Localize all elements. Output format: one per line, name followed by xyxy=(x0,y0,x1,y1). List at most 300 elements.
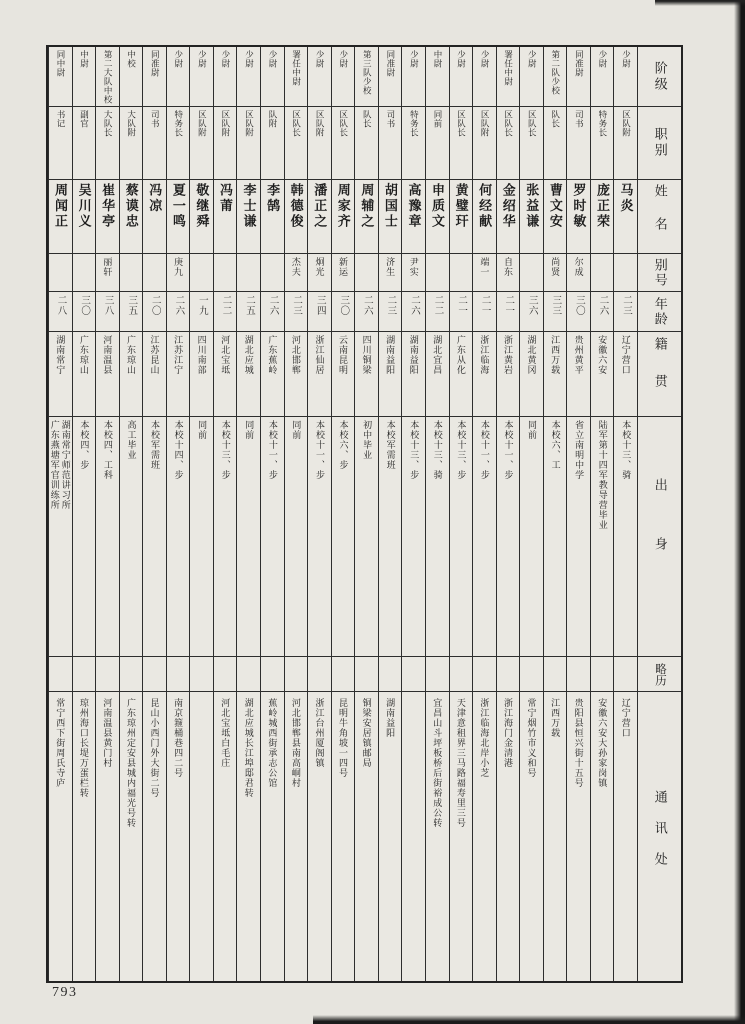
person-address: 浙江临海北岸小芝 xyxy=(479,698,490,778)
person-column xyxy=(613,47,637,981)
person-career-cell xyxy=(426,657,449,692)
person-age-cell xyxy=(450,292,473,332)
person-native-place-cell xyxy=(73,332,96,417)
person-alias: 尚贤 xyxy=(550,257,561,277)
person-age: 二三 xyxy=(621,295,632,316)
person-rank-title: 副官 xyxy=(79,110,90,128)
person-address: 昆明牛角坡一四号 xyxy=(338,698,348,778)
person-education: 湖南常宁师范讲习所 xyxy=(60,420,71,510)
person-name: 张益谦 xyxy=(524,183,540,230)
person-rank-title-cell xyxy=(567,107,590,180)
person-column xyxy=(425,47,449,981)
person-address-cell xyxy=(614,692,637,981)
person-native-place: 湖南益阳 xyxy=(385,335,396,375)
person-education-cell xyxy=(544,417,567,657)
person-age: 二二 xyxy=(432,295,443,316)
person-column xyxy=(189,47,213,981)
person-rank-title-cell xyxy=(497,107,520,180)
person-name: 周闻正 xyxy=(53,183,69,230)
person-alias-cell xyxy=(73,254,96,292)
person-alias-cell xyxy=(237,254,260,292)
person-rank-grade-cell xyxy=(143,47,166,107)
person-name: 胡国士 xyxy=(382,183,398,230)
person-education-cell xyxy=(591,417,614,657)
person-age: 三〇 xyxy=(573,295,584,316)
header-rank-grade-cell xyxy=(638,47,681,107)
person-education: 本校十一、步 xyxy=(479,420,490,480)
person-native-place-cell xyxy=(591,332,614,417)
person-rank-grade-cell xyxy=(379,47,402,107)
header-native-place-label: 籍贯 xyxy=(652,337,668,411)
person-name-cell xyxy=(426,180,449,254)
person-name: 金绍华 xyxy=(500,183,516,230)
person-address-cell xyxy=(190,692,213,981)
person-name: 夏一鸣 xyxy=(170,183,186,230)
person-column xyxy=(213,47,237,981)
person-rank-grade-cell xyxy=(332,47,355,107)
person-age-cell xyxy=(473,292,496,332)
person-rank-title: 书记 xyxy=(55,110,66,128)
header-name-cell xyxy=(638,180,681,254)
person-name-cell xyxy=(614,180,637,254)
person-rank-grade: 署任中尉 xyxy=(503,50,514,86)
person-rank-title-cell xyxy=(426,107,449,180)
person-age: 二一 xyxy=(456,295,467,316)
person-address: 广东琼州定安县城内福光号转 xyxy=(125,698,136,828)
person-native-place: 贵州黄平 xyxy=(573,335,584,375)
person-education-cell xyxy=(379,417,402,657)
person-name-cell xyxy=(49,180,72,254)
person-alias-cell xyxy=(261,254,284,292)
person-age: 二一 xyxy=(503,295,514,316)
person-age-cell xyxy=(379,292,402,332)
person-age-cell xyxy=(402,292,425,332)
person-rank-grade-cell xyxy=(520,47,543,107)
person-education-cell xyxy=(214,417,237,657)
header-career-cell xyxy=(638,657,681,692)
person-native-place-cell xyxy=(544,332,567,417)
header-alias-label: 别号 xyxy=(652,257,668,288)
person-rank-title: 区队附 xyxy=(220,110,231,137)
header-rank-title-cell xyxy=(638,107,681,180)
person-rank-grade: 少尉 xyxy=(456,50,467,68)
header-alias-cell xyxy=(638,254,681,292)
person-alias-cell xyxy=(355,254,378,292)
person-rank-grade-cell xyxy=(497,47,520,107)
person-rank-title: 司书 xyxy=(150,110,161,128)
person-column xyxy=(166,47,190,981)
person-address-cell xyxy=(497,692,520,981)
person-address: 安徽六安大孙家岗镇 xyxy=(597,698,608,788)
person-name-cell xyxy=(214,180,237,254)
person-name: 周家齐 xyxy=(335,183,351,230)
person-alias-cell xyxy=(591,254,614,292)
person-name: 高豫章 xyxy=(406,183,422,230)
person-address: 贵阳县恒兴街十五号 xyxy=(573,698,584,788)
person-education: 初中毕业 xyxy=(362,420,373,460)
person-rank-title: 特务长 xyxy=(173,110,184,137)
person-address-cell xyxy=(591,692,614,981)
scan-artifact-top-corner xyxy=(655,0,745,6)
person-alias: 尔成 xyxy=(573,257,584,277)
person-education: 省立南明中学 xyxy=(574,420,585,480)
person-name-cell xyxy=(450,180,473,254)
person-rank-title: 区队附 xyxy=(315,110,326,137)
person-column xyxy=(519,47,543,981)
person-alias-cell xyxy=(285,254,308,292)
person-education-cell xyxy=(96,417,119,657)
person-native-place: 四川铜梁 xyxy=(361,335,372,375)
person-age-cell xyxy=(544,292,567,332)
person-career-cell xyxy=(285,657,308,692)
person-rank-grade-cell xyxy=(49,47,72,107)
person-age-cell xyxy=(261,292,284,332)
person-career-cell xyxy=(450,657,473,692)
person-alias: 炯光 xyxy=(314,257,325,277)
person-native-place: 广东琼山 xyxy=(78,335,89,375)
person-rank-title: 区队附 xyxy=(244,110,255,137)
person-education-cell xyxy=(49,417,72,657)
person-address: 浙江台州厦阁镇 xyxy=(314,698,325,768)
person-age-cell xyxy=(96,292,119,332)
person-native-place: 安徽六安 xyxy=(597,335,608,375)
person-rank-grade-cell xyxy=(96,47,119,107)
person-education-cell xyxy=(308,417,331,657)
person-education-cell xyxy=(237,417,260,657)
person-name: 李士谦 xyxy=(241,183,257,230)
person-education-cell xyxy=(614,417,637,657)
person-native-place-cell xyxy=(497,332,520,417)
person-alias-cell xyxy=(426,254,449,292)
person-native-place-cell xyxy=(190,332,213,417)
person-education: 本校军需班 xyxy=(385,420,396,470)
person-age-cell xyxy=(332,292,355,332)
person-rank-title: 特务长 xyxy=(409,110,420,137)
person-rank-grade: 少尉 xyxy=(197,50,208,68)
person-career-cell xyxy=(614,657,637,692)
person-rank-title: 区队附 xyxy=(621,110,632,137)
person-native-place: 湖北应城 xyxy=(243,335,254,375)
person-native-place-cell xyxy=(355,332,378,417)
person-alias: 济生 xyxy=(385,257,396,277)
person-alias: 自东 xyxy=(502,257,513,277)
person-name: 韩德俊 xyxy=(288,183,304,230)
header-rank-grade-label: 阶级 xyxy=(652,60,668,93)
person-age-cell xyxy=(190,292,213,332)
person-native-place-cell xyxy=(49,332,72,417)
person-native-place: 辽宁营口 xyxy=(620,335,631,375)
person-rank-title-cell xyxy=(450,107,473,180)
person-rank-title-cell xyxy=(167,107,190,180)
person-native-place: 云南昆明 xyxy=(338,335,348,375)
person-column xyxy=(331,47,355,981)
person-rank-title: 大队附 xyxy=(126,110,137,137)
person-native-place: 浙江黄岩 xyxy=(502,335,513,375)
person-rank-grade-cell xyxy=(190,47,213,107)
person-address: 南京箍桶巷四二号 xyxy=(173,698,184,778)
person-native-place: 湖北宜昌 xyxy=(432,335,443,375)
person-rank-grade-cell xyxy=(285,47,308,107)
person-address-cell xyxy=(520,692,543,981)
person-rank-grade: 少尉 xyxy=(315,50,326,68)
person-native-place: 广东蕉岭 xyxy=(267,335,278,375)
person-native-place: 江苏昆山 xyxy=(149,335,160,375)
person-name-cell xyxy=(73,180,96,254)
person-column xyxy=(566,47,590,981)
person-address: 天津意租界三马路福寿里三号 xyxy=(455,698,466,828)
person-age: 二六 xyxy=(173,295,184,316)
person-address: 铜梁安居镇邮局 xyxy=(361,698,372,768)
person-alias-cell xyxy=(308,254,331,292)
person-age: 二六 xyxy=(597,295,608,316)
person-native-place: 河北邯郸 xyxy=(290,335,301,375)
person-native-place-cell xyxy=(614,332,637,417)
person-age: 二六 xyxy=(408,295,419,316)
person-career-cell xyxy=(73,657,96,692)
person-rank-grade: 少尉 xyxy=(621,50,632,68)
person-age-cell xyxy=(73,292,96,332)
person-career-cell xyxy=(567,657,590,692)
person-education-cell xyxy=(143,417,166,657)
person-column xyxy=(401,47,425,981)
person-age-cell xyxy=(614,292,637,332)
person-rank-grade-cell xyxy=(544,47,567,107)
person-alias-cell xyxy=(49,254,72,292)
person-rank-grade: 少尉 xyxy=(338,50,349,68)
person-rank-title: 司书 xyxy=(574,110,585,128)
person-career-cell xyxy=(190,657,213,692)
person-rank-grade: 中尉 xyxy=(432,50,443,68)
person-column xyxy=(260,47,284,981)
person-address: 湖南益阳 xyxy=(385,698,396,738)
person-rank-grade-cell xyxy=(355,47,378,107)
person-education-line2: 广东燕塘军官训练所 xyxy=(49,420,60,510)
person-education: 陆军第十四军教导营毕业 xyxy=(597,420,608,530)
person-column xyxy=(496,47,520,981)
person-native-place: 浙江临海 xyxy=(479,335,490,375)
person-address-cell xyxy=(473,692,496,981)
person-native-place: 四川南部 xyxy=(196,335,207,375)
person-age: 三八 xyxy=(102,295,113,316)
header-age-cell xyxy=(638,292,681,332)
person-column xyxy=(284,47,308,981)
person-rank-grade-cell xyxy=(402,47,425,107)
person-native-place: 江苏江宁 xyxy=(173,335,184,375)
person-career-cell xyxy=(308,657,331,692)
person-name: 冯凉 xyxy=(147,183,163,214)
person-name-cell xyxy=(261,180,284,254)
person-address: 常宁烟竹市义和号 xyxy=(526,698,537,778)
person-column xyxy=(72,47,96,981)
person-name: 庞正荣 xyxy=(594,183,610,230)
person-name: 崔华亭 xyxy=(100,183,116,230)
person-native-place-cell xyxy=(379,332,402,417)
person-education: 本校十三、步 xyxy=(456,420,467,480)
person-career-cell xyxy=(544,657,567,692)
person-rank-grade: 少尉 xyxy=(268,50,279,68)
person-education: 本校六、步 xyxy=(338,420,349,470)
person-rank-grade-cell xyxy=(308,47,331,107)
person-age-cell xyxy=(497,292,520,332)
person-career-cell xyxy=(214,657,237,692)
person-education: 高工毕业 xyxy=(126,420,137,460)
person-career-cell xyxy=(96,657,119,692)
person-column xyxy=(449,47,473,981)
person-name: 潘正之 xyxy=(312,183,328,230)
person-education: 本校军需班 xyxy=(150,420,160,470)
person-name-cell xyxy=(120,180,143,254)
person-rank-title: 队长 xyxy=(550,110,561,128)
person-education: 同前 xyxy=(197,420,208,440)
person-native-place: 江西万载 xyxy=(550,335,561,375)
person-education-cell xyxy=(285,417,308,657)
person-education: 本校六、工 xyxy=(550,420,561,470)
person-rank-title-cell xyxy=(285,107,308,180)
person-native-place-cell xyxy=(308,332,331,417)
person-education: 同前 xyxy=(527,420,537,440)
person-name: 冯莆 xyxy=(217,183,233,214)
person-rank-grade-cell xyxy=(473,47,496,107)
person-education-cell xyxy=(190,417,213,657)
person-education-cell xyxy=(497,417,520,657)
person-name-cell xyxy=(237,180,260,254)
person-age: 三五 xyxy=(126,295,137,316)
person-rank-title: 队长 xyxy=(362,110,373,128)
person-age-cell xyxy=(591,292,614,332)
person-alias: 新运 xyxy=(338,257,348,277)
person-alias-cell xyxy=(96,254,119,292)
person-alias-cell xyxy=(497,254,520,292)
person-rank-title: 区队附 xyxy=(197,110,208,137)
person-address-cell xyxy=(214,692,237,981)
person-rank-grade: 少尉 xyxy=(527,50,538,68)
person-name: 何经献 xyxy=(477,183,493,230)
person-name: 黄璧玕 xyxy=(453,183,469,230)
person-name: 周辅之 xyxy=(359,183,375,230)
person-rank-title-cell xyxy=(379,107,402,180)
person-native-place-cell xyxy=(426,332,449,417)
person-address-cell xyxy=(355,692,378,981)
person-rank-grade: 同准尉 xyxy=(150,50,161,77)
person-alias-cell xyxy=(379,254,402,292)
person-native-place: 浙江仙居 xyxy=(314,335,325,375)
person-career-cell xyxy=(379,657,402,692)
person-education: 本校四、步 xyxy=(79,420,90,470)
person-rank-grade: 中尉 xyxy=(79,50,90,68)
person-alias-cell xyxy=(143,254,166,292)
person-address-cell xyxy=(567,692,590,981)
person-rank-grade: 中校 xyxy=(126,50,137,68)
person-education: 本校十三、步 xyxy=(220,420,231,480)
person-education: 本校十三、骑 xyxy=(621,420,632,480)
person-native-place-cell xyxy=(285,332,308,417)
person-education-cell xyxy=(450,417,473,657)
person-alias-cell xyxy=(214,254,237,292)
person-rank-title: 区队长 xyxy=(527,110,538,137)
person-address-cell xyxy=(285,692,308,981)
person-address: 辽宁营口 xyxy=(620,698,631,738)
person-address-cell xyxy=(332,692,355,981)
person-education-cell xyxy=(355,417,378,657)
person-education-cell xyxy=(520,417,543,657)
person-name: 李鹄 xyxy=(265,183,281,214)
person-address: 蕉岭城西街承志公馆 xyxy=(267,698,278,788)
header-address-label: 通讯处 xyxy=(652,790,668,883)
person-rank-title-cell xyxy=(544,107,567,180)
person-age: 二八 xyxy=(55,295,66,316)
person-column xyxy=(48,47,72,981)
person-rank-grade: 少尉 xyxy=(409,50,420,68)
person-alias-cell xyxy=(567,254,590,292)
person-address-cell xyxy=(450,692,473,981)
person-education-cell xyxy=(167,417,190,657)
person-age: 二六 xyxy=(267,295,278,316)
person-column xyxy=(472,47,496,981)
person-name-cell xyxy=(567,180,590,254)
person-rank-title-cell xyxy=(402,107,425,180)
person-education: 本校十一、步 xyxy=(314,420,325,480)
person-age: 三〇 xyxy=(79,295,90,316)
person-education-cell xyxy=(567,417,590,657)
person-rank-title: 区队长 xyxy=(503,110,514,137)
person-rank-grade: 少尉 xyxy=(244,50,255,68)
person-age-cell xyxy=(520,292,543,332)
person-rank-grade: 同准尉 xyxy=(574,50,585,77)
person-native-place: 河南温县 xyxy=(102,335,113,375)
person-age: 三三 xyxy=(550,295,561,316)
person-alias: 丽轩 xyxy=(102,257,113,277)
person-age: 二〇 xyxy=(149,295,160,316)
person-alias-cell xyxy=(402,254,425,292)
person-education: 同前 xyxy=(244,420,255,440)
person-address-cell xyxy=(544,692,567,981)
person-rank-grade-cell xyxy=(567,47,590,107)
person-address-cell xyxy=(73,692,96,981)
person-career-cell xyxy=(237,657,260,692)
person-alias: 庚九 xyxy=(173,257,184,277)
person-address-cell xyxy=(96,692,119,981)
person-alias-cell xyxy=(120,254,143,292)
person-native-place-cell xyxy=(402,332,425,417)
person-address: 浙江海门金清港 xyxy=(502,698,513,768)
person-age: 三四 xyxy=(314,295,325,316)
person-career-cell xyxy=(143,657,166,692)
person-career-cell xyxy=(261,657,284,692)
person-rank-title: 区队长 xyxy=(338,110,349,137)
person-alias-cell xyxy=(614,254,637,292)
person-name-cell xyxy=(308,180,331,254)
person-education-cell xyxy=(73,417,96,657)
person-rank-title-cell xyxy=(214,107,237,180)
person-name-cell xyxy=(473,180,496,254)
person-age-cell xyxy=(426,292,449,332)
person-address: 常宁西下街周氏寺庐 xyxy=(55,698,66,788)
person-rank-grade: 署任中尉 xyxy=(291,50,302,86)
person-education: 本校十三、骑 xyxy=(432,420,443,480)
person-rank-title: 司书 xyxy=(385,110,396,128)
person-alias-cell xyxy=(332,254,355,292)
person-age-cell xyxy=(214,292,237,332)
person-alias: 端一 xyxy=(479,257,490,277)
person-native-place-cell xyxy=(214,332,237,417)
person-name: 曹文安 xyxy=(547,183,563,230)
person-address-cell xyxy=(237,692,260,981)
person-native-place-cell xyxy=(450,332,473,417)
person-address-cell xyxy=(49,692,72,981)
person-address: 琼州海口长堤万蛋栏转 xyxy=(78,698,89,798)
person-career-cell xyxy=(49,657,72,692)
person-address-cell xyxy=(143,692,166,981)
